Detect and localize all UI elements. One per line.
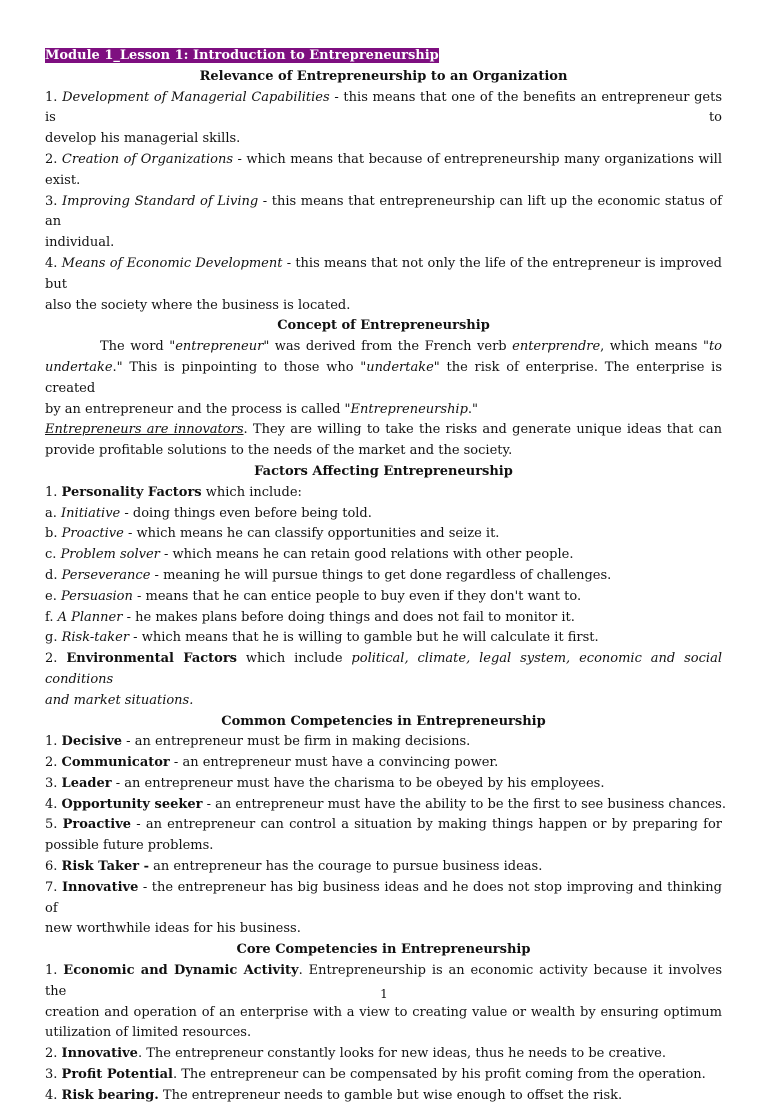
core-competency-4: 4. Risk bearing. The entrepreneur needs to gamble but wise enough to offset the risk.: [45, 1087, 623, 1103]
term: Means of Economic Development: [61, 255, 283, 271]
relevance-item-1: 1. Development of Managerial Capabilities - this means that one of the benefits an entrepreneur gets is to: [45, 89, 722, 126]
relevance-item-2: 2. Creation of Organizations - which means that because of entrepreneurship many organizations will: [45, 151, 722, 167]
module-title-line: [45, 46, 722, 67]
common-competency-7-cont: new worthwhile ideas for his business.: [45, 921, 301, 937]
factor-personality: 1. Personality Factors which include:: [45, 484, 302, 500]
personality-sub-c: c. Problem solver - which means he can retain good relations with other people.: [45, 547, 574, 563]
personality-sub-d: d. Perseverance - meaning he will pursue things to get done regardless of challenges.: [45, 567, 612, 583]
innovators-paragraph-line-1: Entrepreneurs are innovators. They are willing to take the risks and generate unique ideas that can: [45, 422, 722, 438]
factor-environmental: 2. Environmental Factors which include political, climate, legal system, economic and social conditions: [45, 651, 722, 687]
relevance-item-1-cont: develop his managerial skills.: [45, 131, 241, 147]
common-competency-5-cont: possible future problems.: [45, 838, 214, 854]
term: Creation of Organizations: [61, 151, 234, 167]
common-competency-2: 2. Communicator - an entrepreneur must have a convincing power.: [45, 755, 499, 771]
relevance-item-3: 3. Improving Standard of Living - this means that entrepreneurship can lift up the economic status of an: [45, 193, 723, 230]
section-heading-relevance: Relevance of Entrepreneurship to an Organization: [199, 68, 568, 84]
core-competency-3: 3. Profit Potential. The entrepreneur can be compensated by his profit coming from the operation.: [45, 1067, 706, 1083]
section-heading-core-competencies: Core Competencies in Entrepreneurship: [236, 942, 531, 958]
concept-paragraph-line-3: by an entrepreneur and the process is called "Entrepreneurship.": [45, 401, 479, 417]
common-competency-4: 4. Opportunity seeker - an entrepreneur must have the ability to be the first to see business chances.: [45, 796, 726, 812]
core-competency-1-cont-2: utilization of limited resources.: [45, 1025, 252, 1041]
common-competency-5: 5. Proactive - an entrepreneur can control a situation by making things happen or by preparing for: [45, 817, 722, 833]
relevance-item-3-cont: individual.: [45, 235, 115, 251]
common-competency-3: 3. Leader - an entrepreneur must have the charisma to be obeyed by his employees.: [45, 775, 605, 791]
relevance-item-2-cont: exist.: [45, 172, 81, 188]
term: Development of Managerial Capabilities: [62, 89, 330, 105]
relevance-item-4: 4. Means of Economic Development - this means that not only the life of the entrepreneur is improved but: [45, 255, 722, 292]
personality-sub-f: f. A Planner - he makes plans before doing things and does not fail to monitor it.: [45, 609, 575, 625]
section-heading-factors: Factors Affecting Entrepreneurship: [254, 463, 513, 479]
core-competency-2: 2. Innovative. The entrepreneur constantly looks for new ideas, thus he needs to be creative.: [45, 1046, 666, 1062]
page-number: 1: [380, 987, 388, 1001]
core-competency-1: 1. Economic and Dynamic Activity. Entrepreneurship is an economic activity because it involves the: [45, 963, 722, 999]
concept-paragraph-line-1: The word "entrepreneur" was derived from the French verb enterprendre, which means "to: [100, 339, 722, 355]
document-body: [45, 46, 726, 1107]
personality-sub-e: e. Persuasion - means that he can entice people to buy even if they don't want to.: [45, 588, 582, 604]
common-competency-7: 7. Innovative - the entrepreneur has big business ideas and he does not stop improving and thinking of: [45, 879, 722, 916]
innovators-paragraph-line-2: provide profitable solutions to the needs of the market and the society.: [45, 443, 513, 459]
personality-sub-a: a. Initiative - doing things even before being told.: [45, 505, 372, 521]
common-competency-6: 6. Risk Taker - an entrepreneur has the courage to pursue business ideas.: [45, 859, 543, 875]
term: Improving Standard of Living: [61, 193, 259, 209]
common-competency-1: 1. Decisive - an entrepreneur must be firm in making decisions.: [45, 734, 471, 750]
section-heading-concept: Concept of Entrepreneurship: [277, 318, 490, 334]
core-competency-1-cont: creation and operation of an enterprise with a view to creating value or wealth by ensuring optimum: [45, 1004, 722, 1020]
concept-paragraph-line-2: undertake." This is pinpointing to those who "undertake" the risk of enterprise. The enterprise is created: [45, 359, 722, 396]
module-title: Module 1_Lesson 1: Introduction to Entrepreneurship: [45, 48, 439, 63]
personality-sub-b: b. Proactive - which means he can classify opportunities and seize it.: [45, 526, 500, 542]
personality-sub-g: g. Risk-taker - which means that he is willing to gamble but he will calculate it first.: [45, 630, 599, 646]
section-heading-common-competencies: Common Competencies in Entrepreneurship: [221, 713, 546, 729]
factor-environmental-cont: and market situations.: [45, 692, 194, 708]
relevance-item-4-cont: also the society where the business is located.: [45, 297, 351, 313]
underlined-phrase: Entrepreneurs are innovators: [45, 422, 244, 438]
